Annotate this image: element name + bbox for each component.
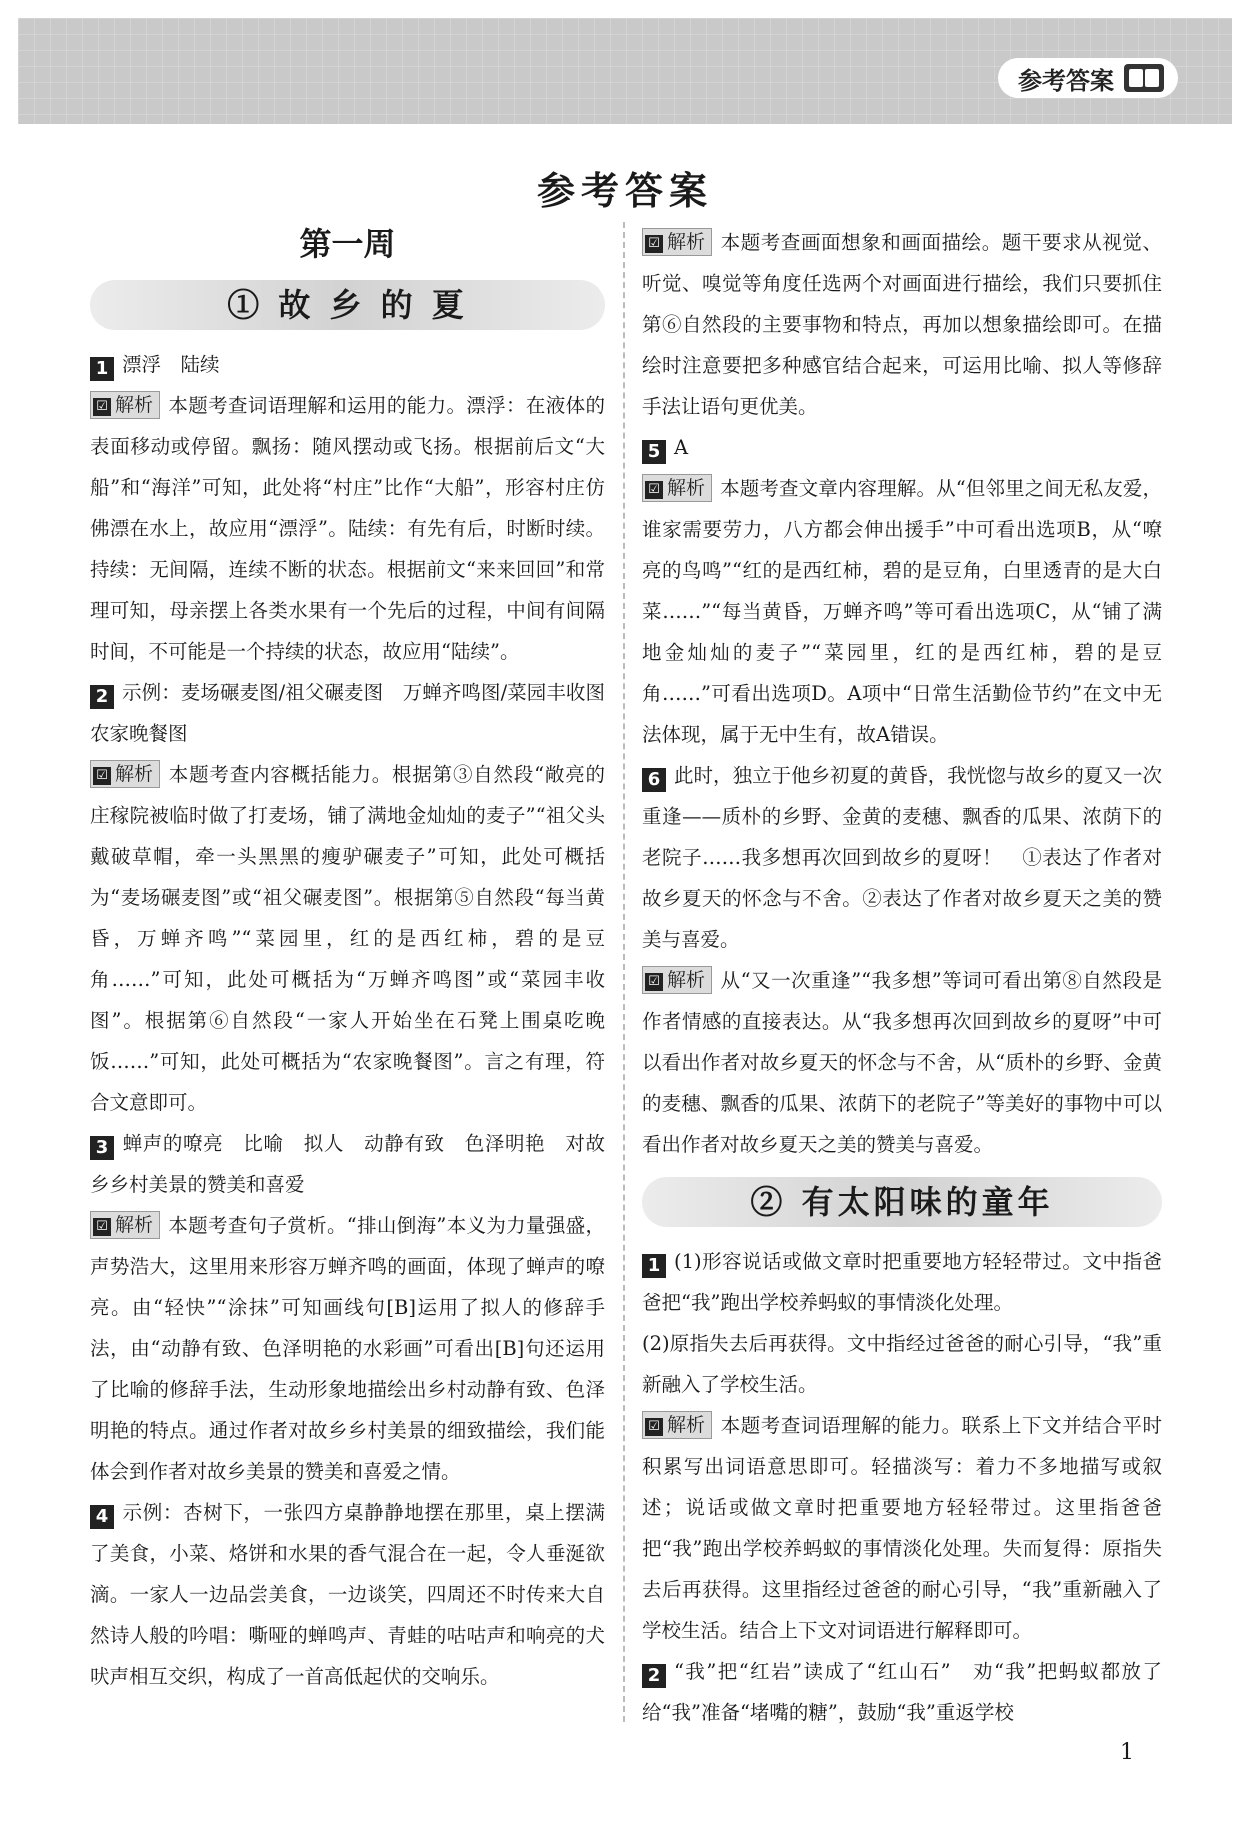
analysis-block <box>642 222 1162 427</box>
answer-text: 蝉声的嘹亮 比喻 拟人 动静有致 色泽明艳 对故乡乡村美景的赞美和喜爱 <box>90 1132 605 1196</box>
analysis-block <box>642 960 1162 1165</box>
answer-text: A <box>674 436 689 459</box>
analysis-icon: ☑ <box>645 973 663 991</box>
book-icon <box>1124 64 1164 92</box>
week-title: 第一周 <box>299 225 396 263</box>
answer-text: 示例：麦场碾麦图/祖父碾麦图 万蝉齐鸣图/菜园丰收图 农家晚餐图 <box>90 681 625 745</box>
question-number: 5 <box>642 440 666 464</box>
answer-block <box>90 672 625 754</box>
analysis-text: 本题考查内容概括能力。根据第③自然段“敞亮的庄稼院被临时做了打麦场，铺了满地金灿灿的麦子”“祖父头戴破草帽，牵一头黑黑的瘦驴碾麦子”可知，此处可概括为“麦场碾麦图”或“祖父碾麦图”。根据第⑤自然段“每当黄昏，万蝉齐鸣”“菜园里，红的是西红柿，碧的是豆角……”可知，此处可概括为“万蝉齐鸣图”或“菜园丰收图”。根据第⑥自然段“一家人开始坐在石凳上围桌吃晚饭……”可知，此处可概括为“农家晚餐图”。言之有理，符合文意即可。 <box>90 763 605 1114</box>
answer-text: 示例：杏树下，一张四方桌静静地摆在那里，桌上摆满了美食，小菜、烙饼和水果的香气混合在一起，令人垂涎欲滴。一家人一边品尝美食，一边谈笑，四周还不时传来大自然诗人般的吟唱：嘶哑的蝉鸣声、青蛙的咕咕声和响亮的犬吠声相互交织，构成了一首高低起伏的交响乐。 <box>90 1501 605 1688</box>
answer-block <box>642 1651 1182 1733</box>
answer-block <box>90 344 605 385</box>
answer-text: “我”把“红岩”读成了“红山石” 劝“我”把蚂蚁都放了 给“我”准备“堵嘴的糖”，鼓励“我”重返学校 <box>642 1660 1182 1724</box>
analysis-text: 本题考查文章内容理解。从“但邻里之间无私友爱，谁家需要劳力，八方都会伸出援手”中可看出选项B，从“嘹亮的鸟鸣”“红的是西红柿，碧的是豆角，白里透青的是大白菜……”“每当黄昏，万蝉齐鸣”等可看出选项C，从“铺了满地金灿灿的麦子”“菜园里，红的是西红柿，碧的是豆角……”可看出选项D。A项中“日常生活勤俭节约”在文中无法体现，属于无中生有，故A错误。 <box>642 477 1162 746</box>
answer-block <box>642 427 1162 468</box>
analysis-tag: ☑ 解析 <box>90 391 160 419</box>
analysis-icon: ☑ <box>645 481 663 499</box>
analysis-block <box>90 754 605 1123</box>
analysis-tag: ☑ 解析 <box>642 966 712 994</box>
question-number: 1 <box>642 1254 666 1278</box>
analysis-text: 本题考查句子赏析。“排山倒海”本义为力量强盛，声势浩大，这里用来形容万蝉齐鸣的画面，体现了蝉声的嘹亮。由“轻快”“涂抹”可知画线句[B]运用了拟人的修辞手法，由“动静有致、色泽明艳的水彩画”可看出[B]句还运用了比喻的修辞手法，生动形象地描绘出乡村动静有致、色泽明艳的特点。通过作者对故乡乡村美景的细致描绘，我们能体会到作者对故乡美景的赞美和喜爱之情。 <box>90 1214 605 1483</box>
analysis-tag: ☑ 解析 <box>642 474 712 502</box>
answer-text: (1)形容说话或做文章时把重要地方轻轻带过。文中指爸爸把“我”跑出学校养蚂蚁的事情淡化处理。 <box>642 1250 1162 1314</box>
answer-text: 漂浮 陆续 <box>122 353 220 376</box>
page-title: 参考答案 <box>536 168 713 213</box>
analysis-icon: ☑ <box>93 767 111 785</box>
header-tab-label: 参考答案 <box>1018 66 1114 95</box>
column-divider <box>623 222 625 1722</box>
header-tab <box>998 58 1178 98</box>
analysis-block <box>642 1405 1162 1651</box>
analysis-icon: ☑ <box>645 1418 663 1436</box>
analysis-icon: ☑ <box>93 398 111 416</box>
analysis-block <box>90 1205 605 1492</box>
answer-block <box>90 1492 605 1697</box>
analysis-tag: ☑ 解析 <box>90 760 160 788</box>
answer-text: 此时，独立于他乡初夏的黄昏，我恍惚与故乡的夏又一次重逢——质朴的乡野、金黄的麦穗、飘香的瓜果、浓荫下的老院子……我多想再次回到故乡的夏呀！ ①表达了作者对故乡夏天的怀念与不舍。②表达了作者对故乡夏天之美的赞美与喜爱。 <box>642 764 1162 951</box>
analysis-text: 本题考查画面想象和画面描绘。题干要求从视觉、听觉、嗅觉等角度任选两个对画面进行描绘，我们只要抓住第⑥自然段的主要事物和特点，再加以想象描绘即可。在描绘时注意要把多种感官结合起来，可运用比喻、拟人等修辞手法让语句更优美。 <box>642 231 1162 418</box>
analysis-text: 本题考查词语理解和运用的能力。漂浮：在液体的表面移动或停留。飘扬：随风摆动或飞扬。根据前后文“大船”和“海洋”可知，此处将“村庄”比作“大船”，形容村庄仿佛漂在水上，故应用“漂浮”。陆续：有先有后，时断时续。持续：无间隔，连续不断的状态。根据前文“来来回回”和常理可知，母亲摆上各类水果有一个先后的过程，中间有间隔时间，不可能是一个持续的状态，故应用“陆续”。 <box>90 394 605 663</box>
analysis-text: 从“又一次重逢”“我多想”等词可看出第⑧自然段是作者情感的直接表达。从“我多想再次回到故乡的夏呀”中可以看出作者对故乡夏天的怀念与不舍，从“质朴的乡野、金黄的麦穗、飘香的瓜果、浓荫下的老院子”等美好的事物中可以看出作者对故乡夏天之美的赞美与喜爱。 <box>642 969 1162 1156</box>
page-number: 1 <box>1120 1740 1134 1765</box>
answer-block <box>642 755 1162 960</box>
question-number: 4 <box>90 1505 114 1529</box>
analysis-tag: ☑ 解析 <box>642 1411 712 1439</box>
question-number: 3 <box>90 1136 114 1160</box>
analysis-block <box>642 468 1162 755</box>
answer-block <box>90 1123 605 1205</box>
analysis-block <box>90 385 605 672</box>
analysis-text: 本题考查词语理解的能力。联系上下文并结合平时积累写出词语意思即可。轻描淡写：着力不多地描写或叙述；说话或做文章时把重要地方轻轻带过。这里指爸爸把“我”跑出学校养蚂蚁的事情淡化处理。失而复得：原指失去后再获得。这里指经过爸爸的耐心引导，“我”重新融入了学校生活。结合上下文对词语进行解释即可。 <box>642 1414 1162 1642</box>
lesson2-title: ② 有太阳味的童年 <box>642 1177 1162 1227</box>
left-column <box>90 222 625 1697</box>
answer-block <box>642 1323 1162 1405</box>
analysis-tag: ☑ 解析 <box>90 1211 160 1239</box>
answer-text: (2)原指失去后再获得。文中指经过爸爸的耐心引导，“我”重新融入了学校生活。 <box>642 1332 1162 1396</box>
analysis-icon: ☑ <box>645 235 663 253</box>
answer-block <box>642 1241 1162 1323</box>
question-number: 6 <box>642 768 666 792</box>
lesson1-title: ① 故 乡 的 夏 <box>90 280 605 330</box>
question-number: 2 <box>642 1664 666 1688</box>
question-number: 2 <box>90 685 114 709</box>
analysis-icon: ☑ <box>93 1218 111 1236</box>
analysis-tag: ☑ 解析 <box>642 228 712 256</box>
right-column <box>642 222 1182 1733</box>
question-number: 1 <box>90 357 114 381</box>
